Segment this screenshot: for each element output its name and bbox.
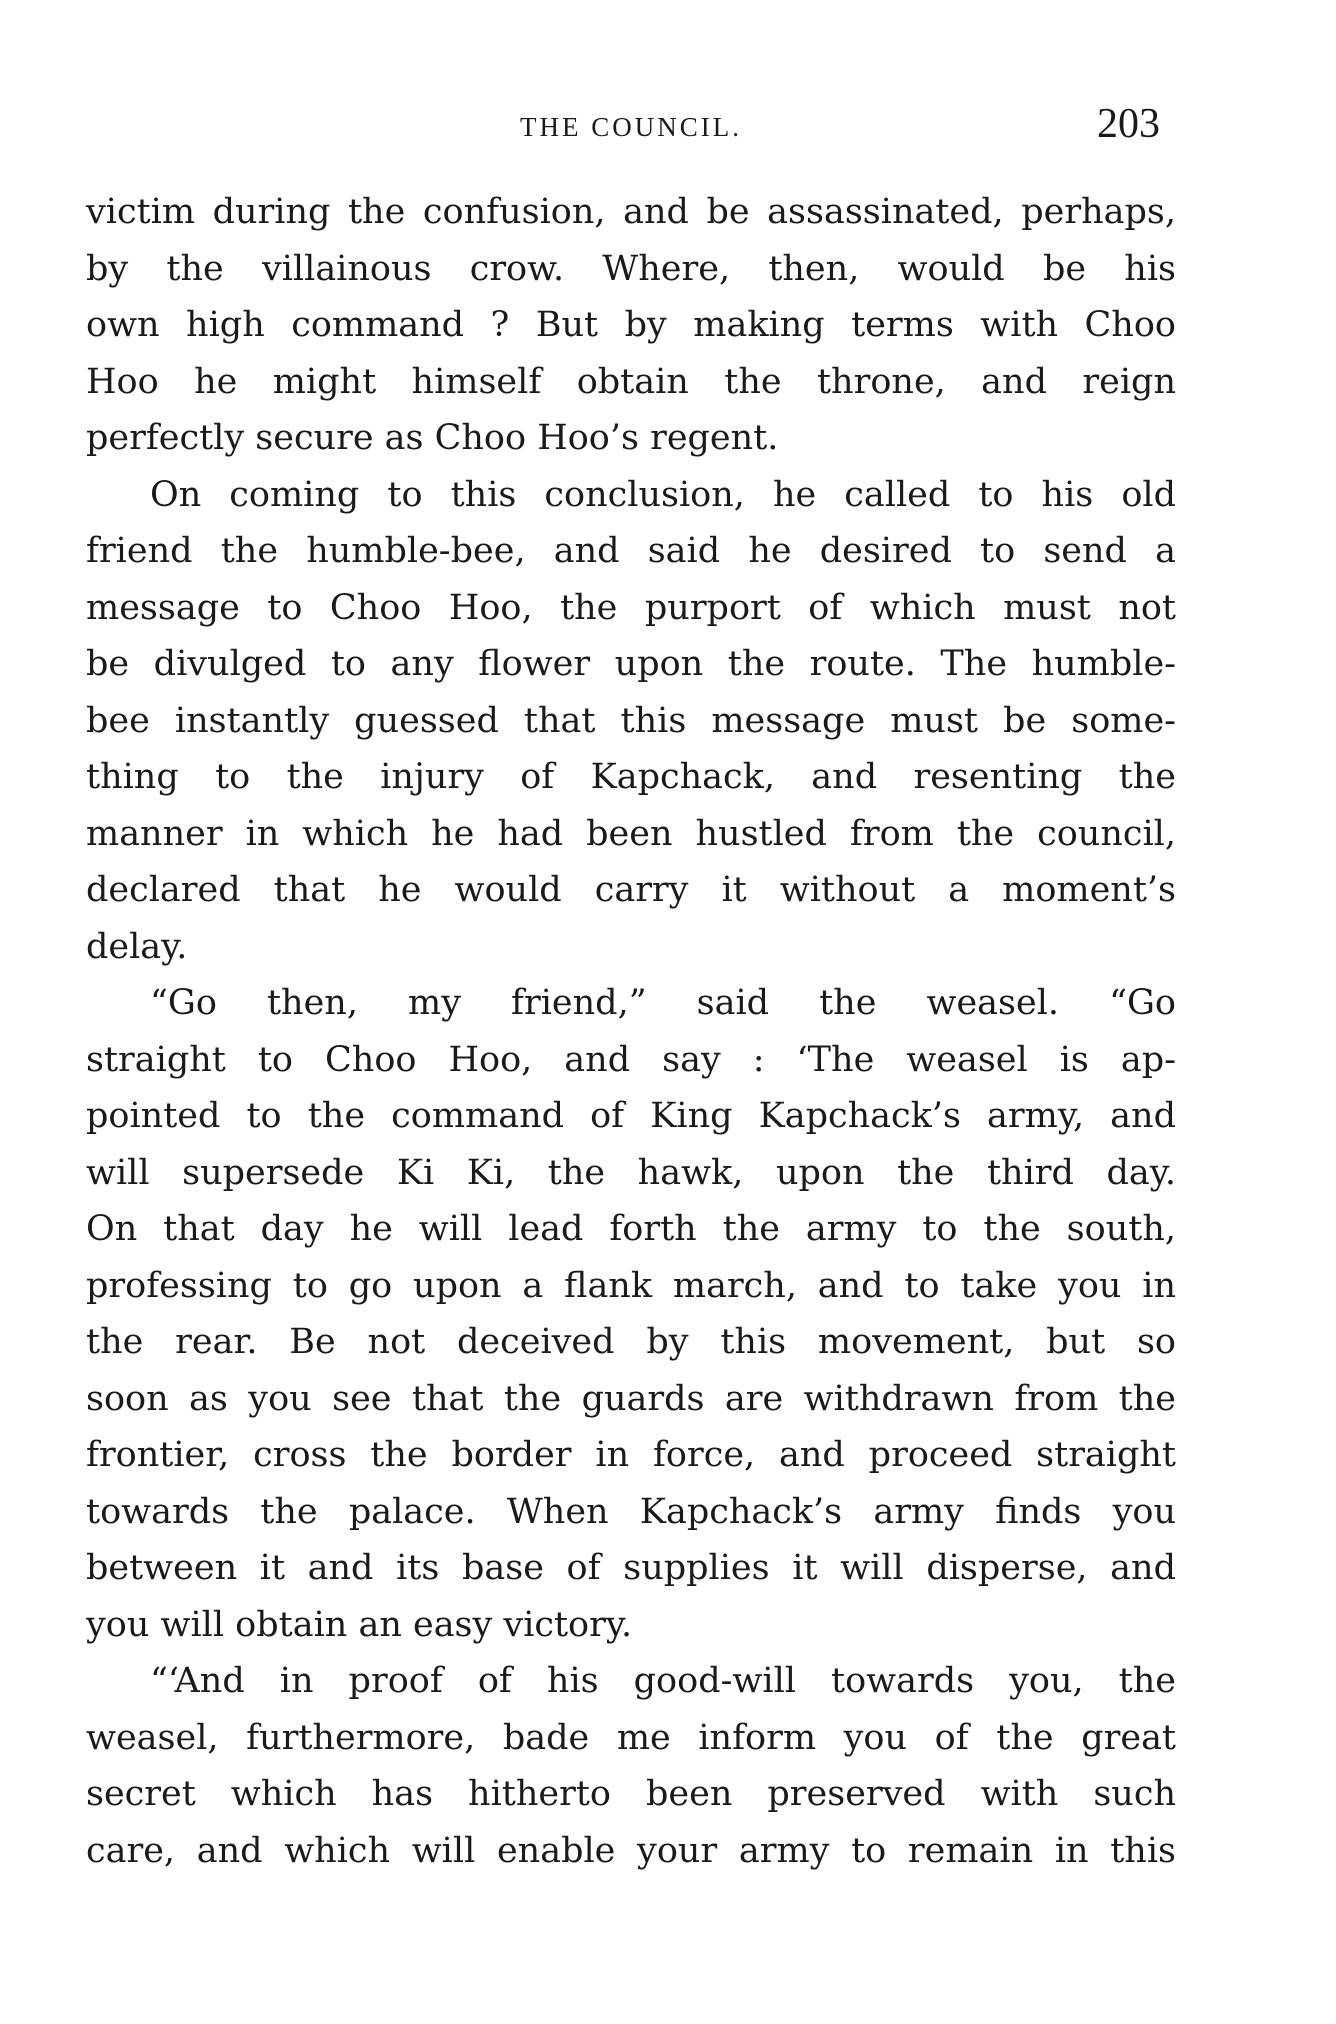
text-line: own high command ? But by making terms with Choo xyxy=(86,305,1176,345)
text-line: soon as you see that the guards are withdrawn from the xyxy=(86,1378,1176,1419)
text-line: pointed to the command of King Kapchack’s army, and xyxy=(86,1096,1176,1136)
text-line: by the villainous crow. Where, then, would be his xyxy=(86,248,1176,289)
paragraph-1 xyxy=(86,184,1176,467)
text-line: straight to Choo Hoo, and say : ‘The weasel is ap- xyxy=(86,1039,1176,1080)
text-line: On coming to this conclusion, he called to his old xyxy=(150,474,1176,515)
text-line: frontier, cross the border in force, and proceed straight xyxy=(86,1435,1176,1475)
text-line: declared that he would carry it without a moment’s xyxy=(86,870,1176,910)
text-line: friend the humble-bee, and said he desired to send a xyxy=(86,531,1176,571)
page-number: 203 xyxy=(1097,101,1160,147)
running-head xyxy=(86,100,1176,150)
text-line: be divulged to any flower upon the route. The humble- xyxy=(86,644,1176,684)
text-line: Hoo he might himself obtain the throne, and reign xyxy=(86,361,1176,402)
text-line: secret which has hitherto been preserved with such xyxy=(86,1774,1176,1814)
running-title: THE COUNCIL. xyxy=(520,112,742,142)
text-line: perfectly secure as Choo Hoo’s regent. xyxy=(86,418,779,458)
text-line: professing to go upon a flank march, and to take you in xyxy=(86,1265,1176,1306)
text-line: “‘And in proof of his good-will towards you, the xyxy=(150,1661,1176,1701)
text-line: message to Choo Hoo, the purport of which must not xyxy=(86,587,1176,628)
paragraph-4 xyxy=(86,1653,1176,1879)
text-line: weasel, furthermore, bade me inform you of the great xyxy=(86,1717,1176,1758)
text-line: delay. xyxy=(86,926,188,967)
text-line: the rear. Be not deceived by this movement, but so xyxy=(86,1322,1176,1362)
text-line: between it and its base of supplies it will disperse, and xyxy=(86,1548,1176,1588)
text-line: will supersede Ki Ki, the hawk, upon the third day. xyxy=(86,1152,1176,1193)
paragraph-2 xyxy=(86,467,1176,976)
text-line: care, and which will enable your army to remain in this xyxy=(86,1830,1176,1871)
text-line: bee instantly guessed that this message must be some- xyxy=(86,700,1176,741)
text-line: “Go then, my friend,” said the weasel. “Go xyxy=(150,983,1176,1023)
text-line: On that day he will lead forth the army to the south, xyxy=(86,1209,1176,1249)
body-text xyxy=(86,184,1176,1879)
text-line: towards the palace. When Kapchack’s army finds you xyxy=(86,1491,1176,1532)
text-line: victim during the confusion, and be assassinated, perhaps, xyxy=(86,192,1176,232)
text-line: you will obtain an easy victory. xyxy=(86,1604,633,1645)
paragraph-3 xyxy=(86,975,1176,1653)
text-line: manner in which he had been hustled from the council, xyxy=(86,813,1176,854)
text-line: thing to the injury of Kapchack, and resenting the xyxy=(86,757,1176,797)
